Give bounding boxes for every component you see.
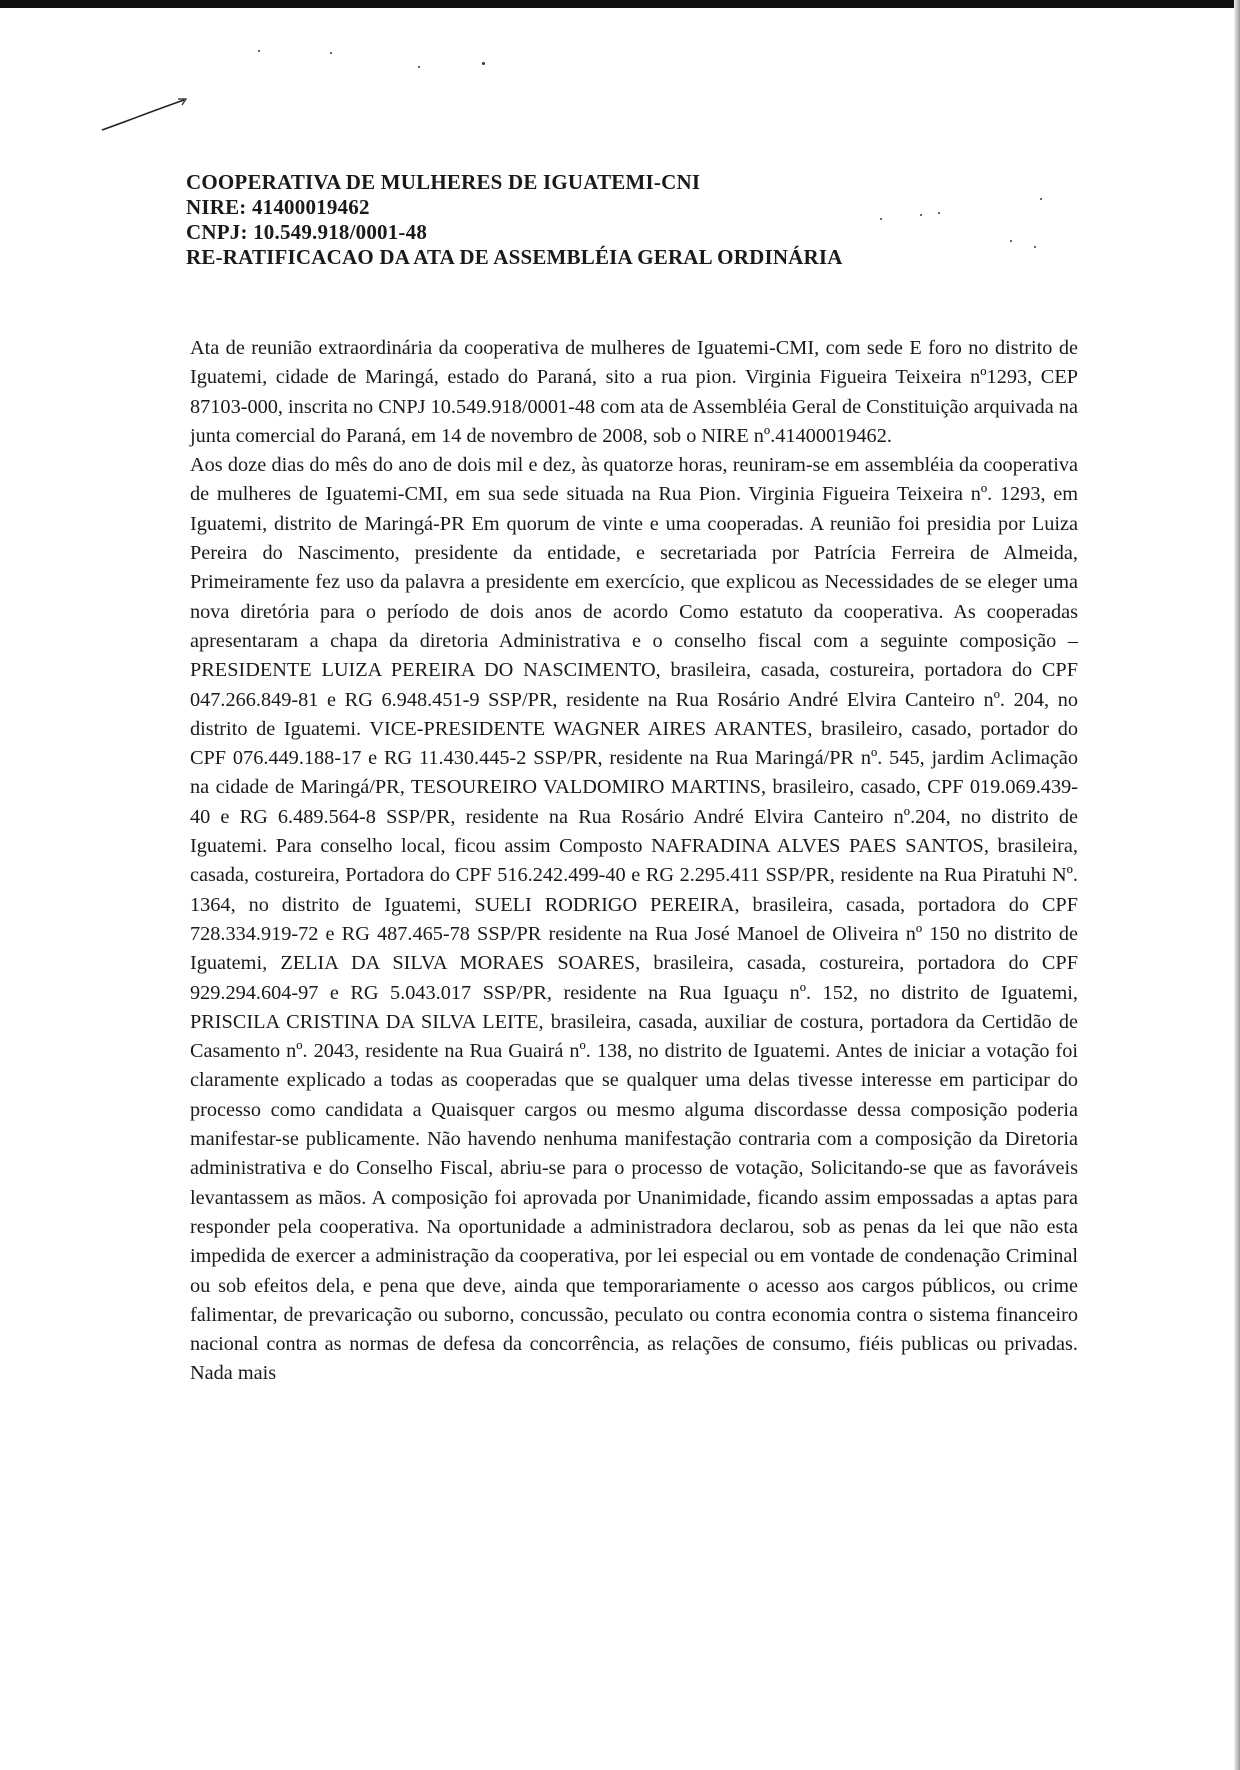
scan-speck: [258, 50, 260, 52]
nire-number: NIRE: 41400019462: [186, 195, 370, 219]
scan-speck: [418, 66, 420, 68]
scan-speck: [330, 52, 332, 54]
cnpj-number: CNPJ: 10.549.918/0001-48: [186, 220, 428, 244]
pen-mark-icon: [100, 96, 190, 136]
scan-speck: [482, 62, 485, 65]
body-paragraph: Ata de reunião extraordinária da cooperativa de mulheres de Iguatemi-CMI, com sede E foro no distrito de Iguatemi, cidade de Maringá, estado do Paraná, sito a rua pion. Virginia Figueira Teixeira nº1293, CEP 87103-000, inscrita no CNPJ 10.549.918/0001-48 com ata de Assembléia Geral de Constituição arquivada na junta comercial do Paraná, em 14 de novembro de 2008, sob o NIRE nº.41400019462.: [190, 337, 1078, 447]
org-name: COOPERATIVA DE MULHERES DE IGUATEMI-CNI: [186, 170, 701, 194]
document-body: [190, 334, 1078, 1389]
document-title: RE-RATIFICACAO DA ATA DE ASSEMBLÉIA GERAL ORDINÁRIA: [186, 245, 843, 269]
body-paragraph: Aos doze dias do mês do ano de dois mil e dez, às quatorze horas, reuniram-se em assembléia da cooperativa de mulheres de Iguatemi-CMI, em sua sede situada na Rua Pion. Virginia Figueira Teixeira nº. 1293, em Iguatemi, distrito de Maringá-PR Em quorum de vinte e uma cooperadas. A reunião foi presidia por Luiza Pereira do Nascimento, presidente da entidade, e secretariada por Patrícia Ferreira de Almeida, Primeiramente fez uso da palavra a presidente em exercício, que explicou as Necessidades de se eleger uma nova diretória para o período de dois anos de acordo Como estatuto da cooperativa. As cooperadas apresentaram a chapa da diretoria Administrativa e o conselho fiscal com a seguinte composição – PRESIDENTE LUIZA PEREIRA DO NASCIMENTO, brasileira, casada, costureira, portadora do CPF 047.266.849-81 e RG 6.948.451-9 SSP/PR, residente na Rua Rosário André Elvira Canteiro nº. 204, no distrito de Iguatemi. VICE-PRESIDENTE WAGNER AIRES ARANTES, brasileiro, casado, portador do CPF 076.449.188-17 e RG 11.430.445-2 SSP/PR, residente na Rua Maringá/PR nº. 545, jardim Aclimação na cidade de Maringá/PR, TESOUREIRO VALDOMIRO MARTINS, brasileiro, casado, CPF 019.069.439-40 e RG 6.489.564-8 SSP/PR, residente na Rua Rosário André Elvira Canteiro nº.204, no distrito de Iguatemi. Para conselho local, ficou assim Composto NAFRADINA ALVES PAES SANTOS, brasileira, casada, costureira, Portadora do CPF 516.242.499-40 e RG 2.295.411 SSP/PR, residente na Rua Piratuhi Nº. 1364, no distrito de Iguatemi, SUELI RODRIGO PEREIRA, brasileira, casada, portadora do CPF 728.334.919-72 e RG 487.465-78 SSP/PR residente na Rua José Manoel de Oliveira nº 150 no distrito de Iguatemi, ZELIA DA SILVA MORAES SOARES, brasileira, casada, costureira, portadora do CPF 929.294.604-97 e RG 5.043.017 SSP/PR, residente na Rua Iguaçu nº. 152, no distrito de Iguatemi, PRISCILA CRISTINA DA SILVA LEITE, brasileira, casada, auxiliar de costura, portadora da Certidão de Casamento nº. 2043, residente na Rua Guairá nº. 138, no distrito de Iguatemi. Antes de iniciar a votação foi claramente explicado a todas as cooperadas que se qualquer uma delas tivesse interesse em participar do processo como candidata a Quaisquer cargos ou mesmo alguma discordasse dessa composição poderia manifestar-se publicamente. Não havendo nenhuma manifestação contraria com a composição da Diretoria administrativa e do Conselho Fiscal, abriu-se para o processo de votação, Solicitando-se que as favoráveis levantassem as mãos. A composição foi aprovada por Unanimidade, ficando assim empossadas a aptas para responder pela cooperativa. Na oportunidade a administradora declarou, sob as penas da lei que não esta impedida de exercer a administração da cooperativa, por lei especial ou em vontade de condenação Criminal ou sob efeitos dela, e pena que deve, ainda que temporariamente o acesso aos cargos públicos, ou crime falimentar, de prevaricação ou suborno, concussão, peculato ou contra economia contra o sistema financeiro nacional contra as normas de defesa da concorrência, as relações de consumo, fiéis publicas ou privadas. Nada mais: [190, 454, 1078, 1385]
scan-top-edge: [0, 0, 1240, 8]
scan-right-edge: [1234, 0, 1240, 1770]
document-header: [186, 170, 1086, 270]
